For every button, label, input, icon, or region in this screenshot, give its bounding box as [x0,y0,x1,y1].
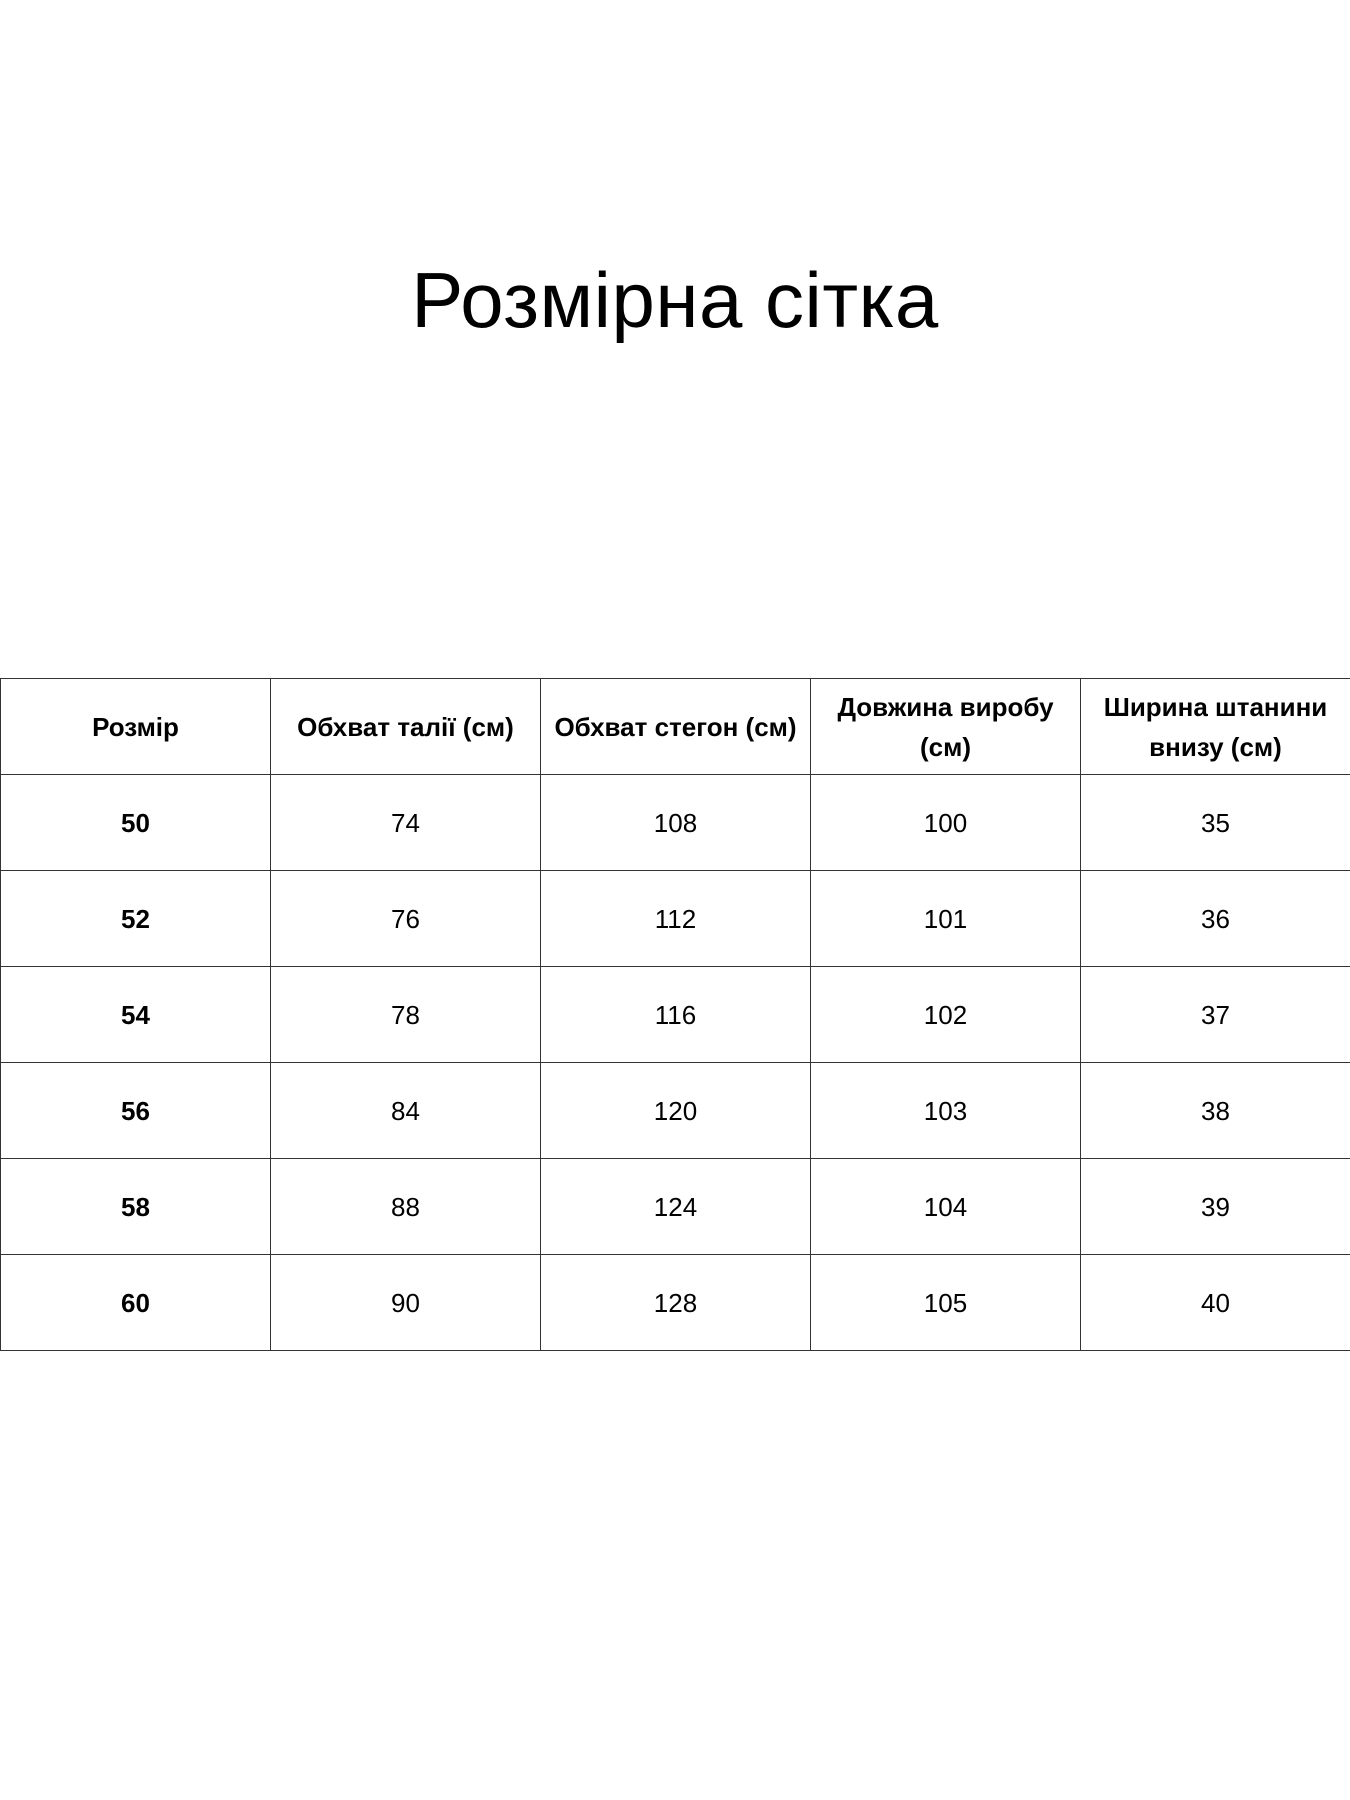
leg-width-value: 35 [1081,775,1350,871]
hips-value: 124 [541,1159,811,1255]
hips-value: 128 [541,1255,811,1351]
waist-value: 90 [271,1255,541,1351]
header-size: Розмір [1,679,271,775]
hips-value: 120 [541,1063,811,1159]
hips-value: 112 [541,871,811,967]
length-value: 105 [811,1255,1081,1351]
table-row [1,775,1350,871]
size-value: 54 [1,967,271,1063]
size-chart-table [0,678,1350,1351]
header-length: Довжина виробу (см) [811,679,1081,775]
header-leg-width: Ширина штанини внизу (см) [1081,679,1350,775]
hips-value: 116 [541,967,811,1063]
table-row [1,1255,1350,1351]
header-waist: Обхват талії (см) [271,679,541,775]
leg-width-value: 37 [1081,967,1350,1063]
page-title: Розмірна сітка [411,256,939,344]
table-row [1,1159,1350,1255]
waist-value: 78 [271,967,541,1063]
size-value: 58 [1,1159,271,1255]
table-row [1,967,1350,1063]
header-hips: Обхват стегон (см) [541,679,811,775]
leg-width-value: 39 [1081,1159,1350,1255]
leg-width-value: 38 [1081,1063,1350,1159]
table-header-row [1,679,1350,775]
length-value: 103 [811,1063,1081,1159]
length-value: 104 [811,1159,1081,1255]
waist-value: 74 [271,775,541,871]
leg-width-value: 40 [1081,1255,1350,1351]
leg-width-value: 36 [1081,871,1350,967]
size-value: 50 [1,775,271,871]
waist-value: 76 [271,871,541,967]
table-row [1,1063,1350,1159]
length-value: 102 [811,967,1081,1063]
waist-value: 84 [271,1063,541,1159]
size-value: 56 [1,1063,271,1159]
length-value: 100 [811,775,1081,871]
hips-value: 108 [541,775,811,871]
size-value: 52 [1,871,271,967]
size-value: 60 [1,1255,271,1351]
waist-value: 88 [271,1159,541,1255]
length-value: 101 [811,871,1081,967]
table-row [1,871,1350,967]
